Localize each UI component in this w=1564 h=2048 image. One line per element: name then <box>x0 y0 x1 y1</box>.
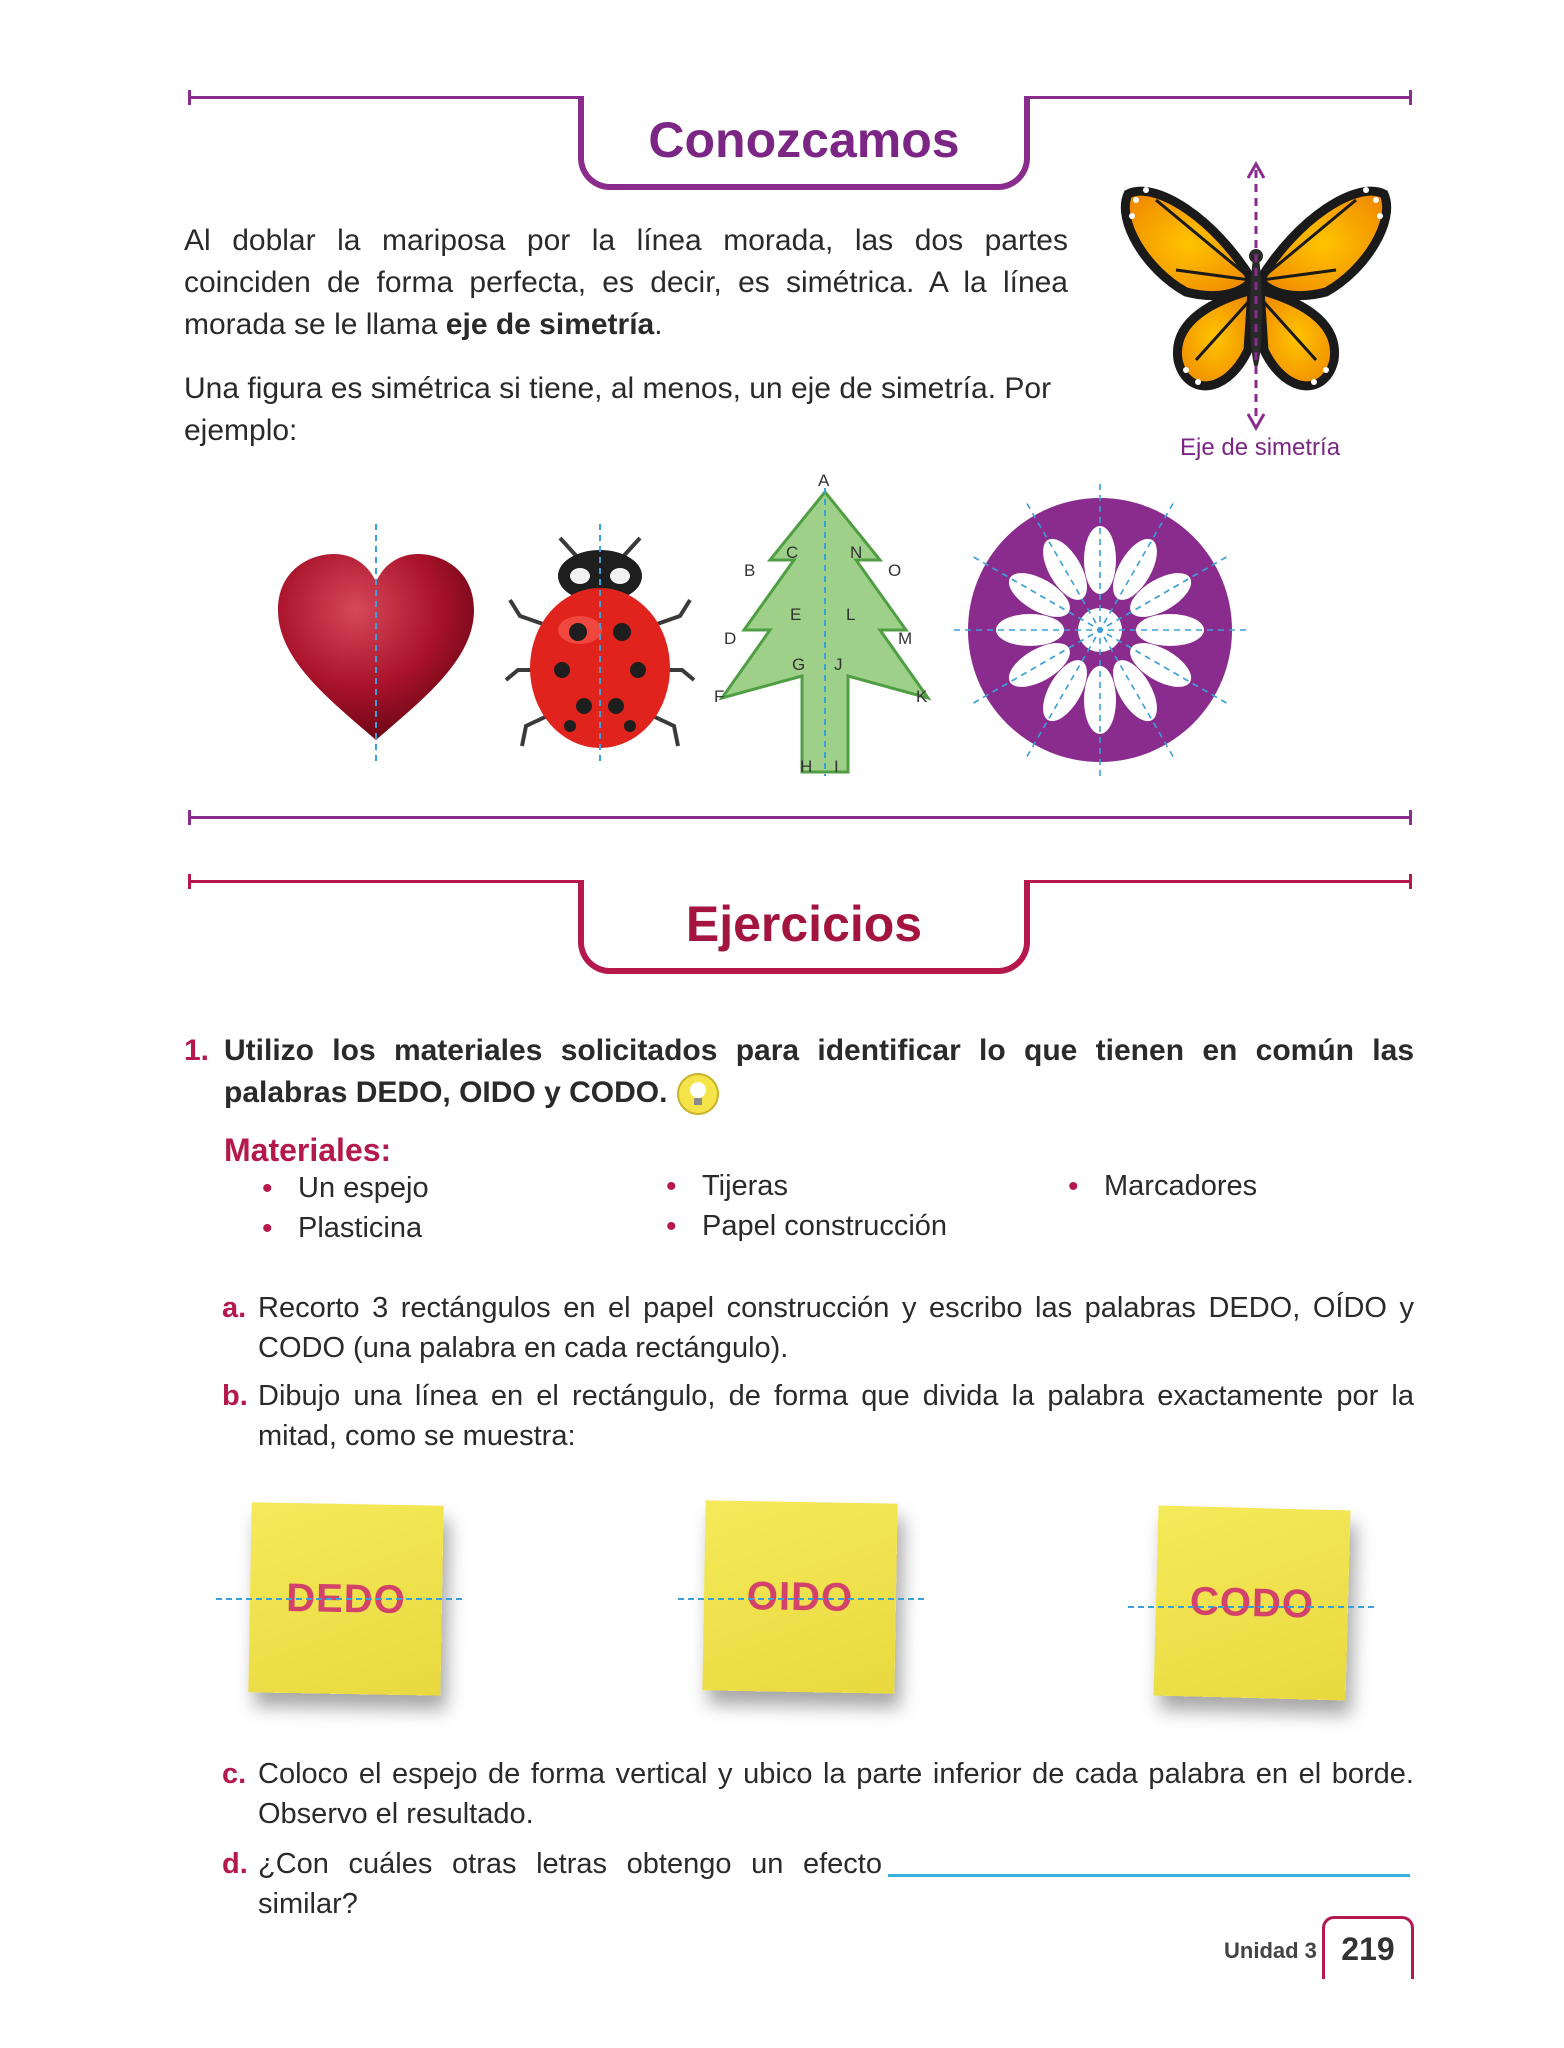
tree-label-f: F <box>714 687 725 706</box>
intro-paragraph <box>184 220 1068 346</box>
conozcamos-bottom-rule <box>188 816 1412 819</box>
sticky-note-codo <box>1154 1506 1351 1701</box>
intro-text-end: . <box>654 308 663 341</box>
tree-label-g: G <box>792 655 806 674</box>
sticky-note-oido <box>702 1500 897 1693</box>
tree-label-h: H <box>800 757 813 776</box>
question-1 <box>184 1030 1414 1116</box>
material-item: • Papel construcción <box>702 1210 947 1243</box>
materials-title: Materiales: <box>224 1132 392 1168</box>
note-word: CODO <box>1189 1578 1315 1627</box>
page-number <box>1322 1916 1414 1979</box>
step-text: Dibujo una línea en el rectángulo, de forma que divida la palabra exactamente por la mitad, como se muestra: <box>258 1380 1414 1452</box>
step-b <box>222 1376 1414 1456</box>
material-item: • Plasticina <box>298 1212 422 1245</box>
butterfly-caption: Eje de simetría <box>1180 434 1341 461</box>
tree-label-i: I <box>834 757 839 776</box>
flower-disc-illustration <box>950 480 1250 780</box>
step-text: ¿Con cuáles otras letras obtengo un efecto similar? <box>258 1848 882 1920</box>
step-d <box>222 1844 882 1924</box>
step-c <box>222 1754 1414 1834</box>
question-1-body: Utilizo los materiales solicitados para identificar lo que tienen en común las palabras DEDO, OIDO y CODO. <box>224 1034 1414 1109</box>
unit-label: Unidad 3 <box>1224 1938 1317 1963</box>
heart-illustration <box>270 520 482 770</box>
step-a <box>222 1288 1414 1368</box>
step-letter: a. <box>222 1292 247 1324</box>
step-text: Recorto 3 rectángulos en el papel construcción y escribo las palabras DEDO, OÍDO y CODO (una palabra en cada rectángulo). <box>258 1292 1414 1364</box>
material-item: • Tijeras <box>702 1170 788 1203</box>
butterfly-illustration <box>1116 160 1396 432</box>
step-letter: c. <box>222 1758 247 1790</box>
tree-label-a: A <box>818 471 830 490</box>
tree-label-j: J <box>834 655 843 674</box>
tree-illustration <box>710 470 940 780</box>
step-letter: b. <box>222 1380 248 1412</box>
conozcamos-header <box>578 96 1030 190</box>
example-paragraph: Una figura es simétrica si tiene, al menos, un eje de simetría. Por ejemplo: <box>184 372 1052 447</box>
tree-label-d: D <box>724 629 737 648</box>
step-letter: d. <box>222 1848 248 1880</box>
tree-label-n: N <box>850 543 863 562</box>
intro-bold-term: eje de simetría <box>445 308 655 341</box>
material-item: • Marcadores <box>1104 1170 1257 1203</box>
tree-label-l: L <box>846 605 856 624</box>
material-item: • Un espejo <box>298 1172 429 1205</box>
conozcamos-title: Conozcamos <box>648 112 960 168</box>
note-word: DEDO <box>285 1575 407 1622</box>
symmetry-line <box>1128 1606 1374 1608</box>
tree-label-b: B <box>744 561 756 580</box>
page-number-text: 219 <box>1341 1930 1395 1967</box>
question-1-number: 1. <box>184 1034 210 1067</box>
note-word: OIDO <box>746 1573 854 1620</box>
tree-label-c: C <box>786 543 799 562</box>
tree-label-m: M <box>898 629 913 648</box>
question-1-text <box>224 1030 1414 1116</box>
tree-label-o: O <box>888 561 902 580</box>
lightbulb-icon <box>676 1072 720 1116</box>
ejercicios-title: Ejercicios <box>685 896 923 952</box>
symmetry-line <box>678 1598 924 1600</box>
tree-label-k: K <box>916 687 928 706</box>
step-text: Coloco el espejo de forma vertical y ubico la parte inferior de cada palabra en el borde. Observo el resultado. <box>258 1758 1414 1830</box>
answer-line[interactable] <box>888 1874 1410 1877</box>
tree-label-e: E <box>790 605 802 624</box>
symmetry-line <box>216 1598 462 1600</box>
ladybug-illustration <box>500 520 700 770</box>
ejercicios-header <box>578 880 1030 974</box>
intro-text: Al doblar la mariposa por la línea morada, las dos partes coinciden de forma perfecta, es decir, es simétrica. A la línea morada se le llama <box>184 224 1068 341</box>
